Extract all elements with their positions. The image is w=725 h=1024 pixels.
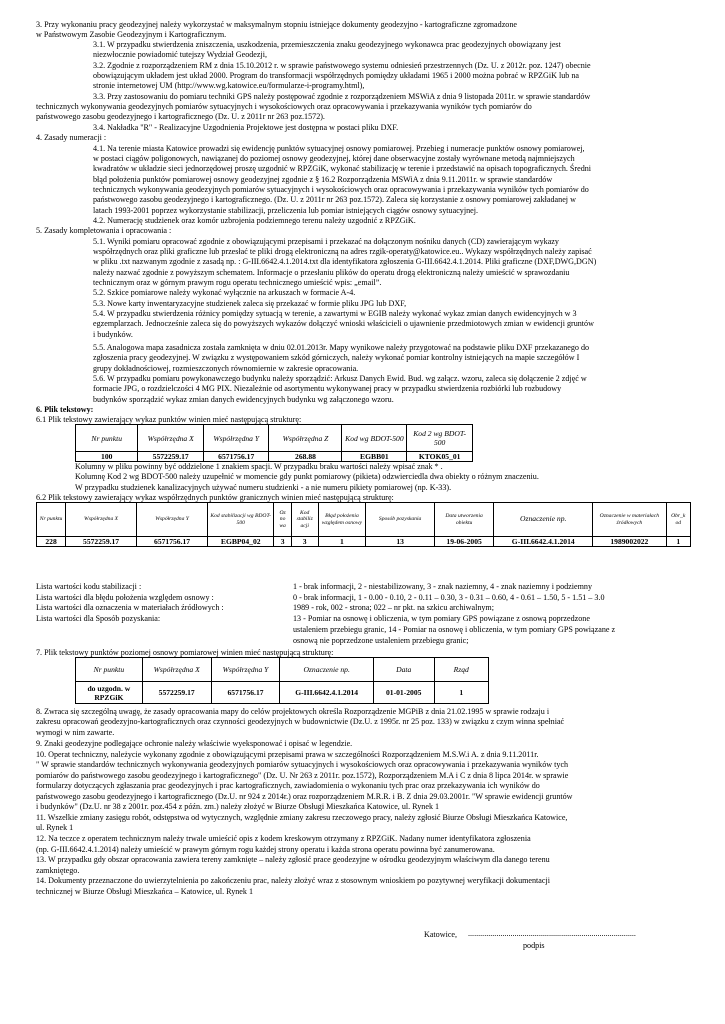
values-method-list-1: 13 - Pomiar na osnowę i obliczenia, w tym pomiary GPS powiązane z osnową poprzedzone bbox=[293, 614, 590, 623]
section-10-line-5: państwowego zasobu geodezyjnego i kartograficznego (Dz.U. nr 924 z 2014r.) oraz rozporządzeniem M.R.R. i B. Z dnia 29.03.2001r. "W sprawie ewidencji gruntów bbox=[36, 792, 573, 801]
section-3-line-1: 3. Przy wykonaniu pracy geodezyjnej należy wykorzystać w maksymalnym stopniu istniejące dokumenty geodezyjno - kartograficzne zgromadzone bbox=[36, 20, 517, 29]
values-source-label: Lista wartości dla oznaczenia w materiałach źródłowych : bbox=[36, 603, 224, 612]
section-9: 9. Znaki geodezyjne podlegające ochronie należy właściwie wyeksponować i opisać w legendzie. bbox=[36, 739, 353, 748]
section-5-3: 5.3. Nowe karty inwentaryzacyjne studzienek zaleca się przekazać w formie pliku JPG lub DXF, bbox=[93, 299, 407, 308]
table-7-row bbox=[76, 682, 489, 704]
section-12-line-2: (np. G-III.6642.4.1.2014) należy umieścić w prawym górnym rogu każdej strony operatu i każda strona operatu powinna być zanumerowana. bbox=[36, 845, 495, 854]
section-6-1-heading: 6.1 Plik tekstowy zawierający wykaz punktów winien mieć następującą strukturę: bbox=[36, 415, 302, 424]
table-7-header-cell: Nr punktu bbox=[76, 658, 143, 682]
section-3-4: 3.4. Nakładka "R" - Realizacyjne Uzgodnienia Projektowe jest dostępna w postaci pliku DXF. bbox=[93, 123, 399, 132]
table-6-1-note-2: Kolumnę Kod 2 wg BDOT-500 należy uzupełnić w momencie gdy punkt pomiarowy (pikieta) odzwierciedla dwa obiekty o różnym znaczeniu. bbox=[75, 472, 539, 481]
section-5-6-line-3: budynków sporządzić wykaz zmian danych ewidencyjnych budynku wg załączonego wzoru. bbox=[93, 395, 394, 404]
section-5-6-line-1: 5.6. W przypadku pomiaru powykonawczego budynku należy sporządzić: Arkusz Danych Ewid. Bud. wg załącz. wzoru, zaleca się dołączenie 2 zdjęć w bbox=[93, 374, 587, 383]
table-6-2-header-cell: Oz no wa bbox=[274, 503, 291, 537]
table-6-2-cell: 19-06-2005 bbox=[434, 537, 493, 547]
table-6-2-cell: 6571756.17 bbox=[137, 537, 208, 547]
section-3-1-line-2: niezwłocznie powiadomić tutejszy Wydział Geodezji, bbox=[93, 50, 267, 59]
section-10-line-6: i budynków" (Dz.U. nr 38 z 2001r. poz.454 z późn. zm.) należy złożyć w Biurze Obsługi Mieszkańca Katowice, ul. Rynek 1 bbox=[36, 802, 440, 811]
section-4-1-line-3: kwadratów w układzie sieci jednorzędowej proszę uzgodnić w RPZGiK, wykonać stabilizację w terenie i przedstawić na opisach topograficznych. Średni bbox=[93, 164, 592, 173]
signature-line: ................................................................................... bbox=[468, 929, 636, 938]
table-6-2-header-cell: Kod stabiliz acji bbox=[291, 503, 318, 537]
table-6-2-header-cell: Oznaczenie np. bbox=[494, 503, 593, 537]
section-5-4-line-3: i budynków. bbox=[93, 330, 133, 339]
values-method-list-3: osnową nie poprzedzone ustaleniem przebiegu granic; bbox=[293, 636, 469, 645]
table-6-1-header-cell: Nr punktu bbox=[76, 425, 138, 452]
table-6-1-header-cell: Kod wg BDOT-500 bbox=[342, 425, 407, 452]
table-6-2-header-row bbox=[37, 503, 691, 537]
table-6-2-cell: 1 bbox=[318, 537, 366, 547]
table-6-2-header-cell: Kod stabilizacji wg BDOT-500 bbox=[208, 503, 274, 537]
table-7 bbox=[75, 657, 489, 704]
table-6-2-cell: 1989002022 bbox=[593, 537, 666, 547]
section-4-1-line-1: 4.1. Na terenie miasta Katowice prowadzi się ewidencję punktów sytuacyjnej osnowy pomiarowej. Przebieg i numeracje punktów osnowy pomiarowej, bbox=[93, 144, 585, 153]
table-7-header-cell: Data bbox=[373, 658, 434, 682]
values-error-label: Lista wartości dla błędu położenia względem osnowy : bbox=[36, 593, 214, 602]
values-stabilization-label: Lista wartości kodu stabilizacji : bbox=[36, 582, 142, 591]
section-4-1-line-4: błąd położenia punktów pomiarowej osnowy geodezyjnej zgodnie z § 16.2 Rozporządzenia MSWiA z dnia 9.11.2011r. w sprawie standardów bbox=[93, 175, 553, 184]
table-7-cell: 6571756.17 bbox=[211, 682, 280, 704]
table-6-1-header-cell: Współrzędna Z bbox=[269, 425, 342, 452]
table-6-2-header-cell: Współrzędna Y bbox=[137, 503, 208, 537]
section-5-1-line-4: należy nazwać zgodnie z powyższym schematem. Informacje o przesłaniu plików do operatu drogą elektroniczną należy umieścić w sprawozdaniu bbox=[93, 268, 570, 277]
table-6-2-cell: G-III.6642.4.1.2014 bbox=[494, 537, 593, 547]
table-7-cell: 01-01-2005 bbox=[373, 682, 434, 704]
section-3-2-line-2: obowiązującym układem jest układ 2000. Program do transformacji współrzędnych pomiędzy układami 1965 i 2000 można pobrać w RPZGiK lub na bbox=[93, 71, 579, 80]
section-4-heading: 4. Zasady numeracji : bbox=[36, 133, 107, 142]
table-6-1-header-cell: Współrzędna Y bbox=[203, 425, 269, 452]
section-14-line-1: 14. Dokumenty przeznaczone do uwierzytelnienia po zakończeniu prac, należy złożyć wraz z stosownym wnioskiem po pozytywnej weryfikacji dokumentacji bbox=[36, 876, 550, 885]
table-6-2-header-cell: Data utworzenia obiektu bbox=[434, 503, 493, 537]
table-6-2-header-cell: Błąd położenia względem osnowy bbox=[318, 503, 366, 537]
section-5-heading: 5. Zasady kompletowania i opracowania : bbox=[36, 226, 172, 235]
section-5-1-line-1: 5.1. Wyniki pomiaru opracować zgodnie z obowiązującymi przepisami i przekazać na dołączonym nośniku danych (CD) zawierającym wykazy bbox=[93, 237, 559, 246]
signature-label: podpis bbox=[523, 941, 545, 950]
section-4-1-line-7: latach 1993-2001 poprzez wykorzystanie stabilizacji, przeliczenia lub pomiar istniejących ciągów osnowy sytuacyjnej. bbox=[93, 206, 478, 215]
section-8-line-3: wymogi w nim zawarte. bbox=[36, 728, 115, 737]
table-7-cell: do uzgodn. w RPZGiK bbox=[76, 682, 143, 704]
section-5-1-line-2: współrzędnych oraz pliki graficzne lub przesłać te pliki drogą elektroniczną na adres rzgik-operaty@katowice.eu.. Wykazy współrzędnych należy zapisać bbox=[93, 247, 592, 256]
section-3-3-line-1: 3.3. Przy zastosowaniu do pomiaru techniki GPS należy postępować zgodnie z rozporządzeniem MSWiA z dnia 9 listopada 2011r. w sprawie standardów bbox=[93, 92, 591, 101]
section-5-4-line-1: 5.4. W przypadku stwierdzenia różnicy pomiędzy sytuacją w terenie, a zawartymi w EGIB należy wykonać wykaz zmian danych ewidencyjnych w 3 bbox=[93, 309, 577, 318]
section-11-line-2: ul. Rynek 1 bbox=[36, 823, 74, 832]
table-7-cell: 1 bbox=[434, 682, 488, 704]
section-14-line-2: technicznej w Biurze Obsługi Mieszkańca – Katowice, ul. Rynek 1 bbox=[36, 887, 254, 896]
table-6-2-header-cell: Obr_k od bbox=[666, 503, 691, 537]
values-error-list: 0 - brak informacji, 1 - 0.00 - 0.10, 2 - 0.11 – 0.30, 3 - 0.31 – 0.60, 4 - 0.61 – 1.50, 5 - 1.51 – 3.0 bbox=[293, 593, 605, 602]
section-8-line-1: 8. Zwraca się szczególną uwagę, że zasady opracowania mapy do celów projektowych określa Rozporządzenie MGPiB z dnia 21.02.1995 w sprawie rodzaju i bbox=[36, 707, 550, 716]
section-5-5-line-1: 5.5. Analogowa mapa zasadnicza została zamknięta w dniu 02.01.2013r. Mapy wynikowe należy przygotować na podstawie pliku DXF przekazanego do bbox=[93, 343, 590, 352]
section-10-line-4: formularzy dotyczących zgłaszania prac geodezyjnych i prac kartograficznych, zawiadomienia o wykonaniu tych prac oraz przekazywania ich wyników do bbox=[36, 781, 540, 790]
section-3-3-line-3: państwowego zasobu geodezyjnego i kartograficznego (Dz. U. z 2011r nr 263 poz.1572). bbox=[36, 112, 325, 121]
section-10-line-2: " W sprawie standardów technicznych wykonywania geodezyjnych pomiarów sytuacyjnych i wysokościowych oraz opracowywania i przekazywania wyników tych bbox=[36, 760, 569, 769]
table-6-1-header-cell: Współrzędna X bbox=[138, 425, 204, 452]
table-6-1-header-cell: Kod 2 wg BDOT-500 bbox=[407, 425, 473, 452]
section-4-1-line-5: technicznych wykonywania geodezyjnych pomiarów sytuacyjnych i wysokościowych oraz opracowywania i przekazywania wyników tych pomiarów do bbox=[93, 185, 589, 194]
table-7-header-cell: Współrzędna Y bbox=[211, 658, 280, 682]
section-4-2: 4.2. Numerację studzienek oraz komór uzbrojenia podziemnego terenu należy uzgodnić z RPZGiK. bbox=[93, 216, 416, 225]
table-7-header-cell: Współrzędna X bbox=[142, 658, 211, 682]
section-3-3-line-2: technicznych wykonywania geodezyjnych pomiarów sytuacyjnych i wysokościowych oraz opracowywania i przekazywania wyników tych pomiarów do bbox=[36, 102, 532, 111]
section-10-line-3: pomiarów do państwowego zasobu geodezyjnego i kartograficznego" (Dz. U. Nr 263 z 2011r. poz.1572), Rozporządzeniem M.A i C z dnia 8 lipca 2014r. w sprawie bbox=[36, 771, 569, 780]
section-10-line-1: 10. Operat techniczny, należycie wykonany zgodnie z obowiązującymi przepisami prawa w szczególności Rozporządzeniem M.S.W.i A. z dnia 9.11.2011r. bbox=[36, 750, 539, 759]
table-6-2-row bbox=[37, 537, 691, 547]
table-6-2-header-cell: Współrzędna X bbox=[66, 503, 137, 537]
section-4-1-line-6: państwowego zasobu geodezyjnego i kartograficznego. (Dz. U. z 2011r nr 263 poz.1572). Zaleca się korzystanie z osnowy pomiarowej zakładanej w bbox=[93, 195, 576, 204]
section-12-line-1: 12. Na teczce z operatem technicznym należy trwale umieścić opis z kodem kreskowym otrzymany z RPZGiK. Nadany numer identyfikatora zgłoszenia bbox=[36, 834, 531, 843]
section-13-line-1: 13. W przypadku gdy obszar opracowania zawiera tereny zamknięte – należy zgłosić prace geodezyjne w ośrodku geodezyjnym właściwym dla danego terenu bbox=[36, 855, 550, 864]
table-6-1-cell: 100 bbox=[76, 452, 138, 462]
section-7-heading: 7. Plik tekstowy punktów poziomej osnowy pomiarowej winien mieć następującą strukturę: bbox=[36, 648, 334, 657]
section-3-line-2: w Państwowym Zasobie Geodezyjnym i Kartograficznym. bbox=[36, 30, 227, 39]
table-6-1-cell: EGBB01 bbox=[342, 452, 407, 462]
table-6-2 bbox=[36, 502, 691, 547]
section-5-5-line-2: zgłoszenia pracy geodezyjnej. W związku z występowaniem szkód górniczych, należy wykonać pomiar kontrolny istniejących na mapie szczegółów I bbox=[93, 353, 580, 362]
table-6-2-cell: 228 bbox=[37, 537, 66, 547]
table-7-cell: 5572259.17 bbox=[142, 682, 211, 704]
section-8-line-2: zakresu opracowań geodezyjno-kartograficznych oraz czynności geodezyjnych w budownictwie (Dz.U. z 1995r. nr 25 poz. 133) w związku z czym winna spełniać bbox=[36, 717, 565, 726]
table-7-header-cell: Rząd bbox=[434, 658, 488, 682]
section-5-1-line-3: w pliku .txt nazwanym zgodnie z zasadą np. : G-III.6642.4.1.2014.txt dla identyfikatora zgłoszenia G-III.6642.4.1.2014. Pliki graficzne (DXF,DWG,DGN) bbox=[93, 257, 597, 266]
table-7-header-cell: Oznaczenie np. bbox=[280, 658, 373, 682]
values-source-list: 1989 - rok, 002 - strona; 022 – nr pkt. na szkicu archiwalnym; bbox=[293, 603, 494, 612]
table-6-1-cell: 6571756.17 bbox=[203, 452, 269, 462]
table-6-2-header-cell: Oznaczenie w materiałach źródłowych bbox=[593, 503, 666, 537]
values-method-list-2: ustaleniem przebiegu granic, 14 - Pomiar na osnowę i obliczenia, w tym pomiary GPS powiązane z bbox=[293, 625, 616, 634]
section-13-line-2: zamkniętego. bbox=[36, 866, 80, 875]
table-6-2-header-cell: Sposób pozyskania bbox=[366, 503, 435, 537]
section-5-4-line-2: egzemplarzach. Jednocześnie zaleca się do powyższych wykazów dołączyć wnioski właścicieli o ujawnienie przedmiotowych zmian w ewidencji gruntów bbox=[93, 319, 594, 328]
table-6-2-header-cell: Nr punktu bbox=[37, 503, 66, 537]
table-6-2-cell: 1 bbox=[666, 537, 691, 547]
section-5-2: 5.2. Szkice pomiarowe należy wykonać wyłącznie na arkuszach w formacie A-4. bbox=[93, 288, 356, 297]
table-6-2-cell: 13 bbox=[366, 537, 435, 547]
section-5-6-line-2: formacie JPG, o rozdzielczości 4 MG PIX. Niezależnie od asortymentu wykonywanej pracy w przypadku stwierdzenia rozbiórki lub rozbudowy bbox=[93, 384, 562, 393]
section-6-2-heading: 6.2 Plik tekstowy zawierający wykaz współrzędnych punktów granicznych winien mieć następującą strukturę: bbox=[36, 493, 394, 502]
table-6-1-note-3: W przypadku studzienek kanalizacyjnych używać numeru studzienki - a nie numeru pikiety pomiarowej (np. K-33). bbox=[75, 483, 452, 492]
table-6-1-header-row bbox=[76, 425, 473, 452]
section-4-1-line-2: w postaci ciągów poligonowych, nawiązanej do poziomej osnowy geodezyjnej, której dane obserwacyjne zostały wyrównane metodą najmniejszych bbox=[93, 154, 575, 163]
table-6-2-cell: 3 bbox=[291, 537, 318, 547]
signature-place: Katowice, bbox=[424, 930, 458, 939]
table-6-1-cell: KTOK05_01 bbox=[407, 452, 473, 462]
table-6-1 bbox=[75, 424, 473, 462]
section-3-2-line-1: 3.2. Zgodnie z rozporządzeniem RM z dnia 15.10.2012 r. w sprawie państwowego systemu odniesień przestrzennych (Dz. U. z 2012r. poz. 1247) obecnie bbox=[93, 61, 591, 70]
section-3-2-line-3: stronie internetowej UM (http://www.wg.katowice.eu/formularze-i-programy.html), bbox=[93, 81, 365, 90]
section-3-1-line-1: 3.1. W przypadku stwierdzenia zniszczenia, uszkodzenia, przemieszczenia znaku geodezyjnego wykonawca prac geodezyjnych obowiązany jest bbox=[93, 40, 561, 49]
section-6-heading: 6. Plik tekstowy: bbox=[36, 405, 94, 414]
table-6-1-row bbox=[76, 452, 473, 462]
table-6-1-cell: 5572259.17 bbox=[138, 452, 204, 462]
table-7-header-row bbox=[76, 658, 489, 682]
section-5-5-line-3: grupy dokładnościowej, rozmieszczonych równomiernie w zakresie opracowania. bbox=[93, 364, 359, 373]
table-6-2-cell: 5572259.17 bbox=[66, 537, 137, 547]
section-5-1-line-5: technicznym oraz w górnym prawym rogu operatu technicznego umieścić wpis: „email”. bbox=[93, 278, 382, 287]
table-6-2-cell: EGBP04_02 bbox=[208, 537, 274, 547]
table-6-1-cell: 268.88 bbox=[269, 452, 342, 462]
table-6-2-cell: 3 bbox=[274, 537, 291, 547]
values-stabilization-list: 1 - brak informacji, 2 - niestabilizowany, 3 - znak naziemny, 4 - znak naziemny i podziemny bbox=[293, 582, 592, 591]
values-method-label: Lista wartości dla Sposób pozyskania: bbox=[36, 614, 161, 623]
section-11-line-1: 11. Wszelkie zmiany zasięgu robót, odstępstwa od wytycznych, względnie zmiany zakresu rzeczowego pracy, należy zgłosić Biurze Obsługi Mieszkańca Katowice, bbox=[36, 813, 568, 822]
table-7-cell: G-III.6642.4.1.2014 bbox=[280, 682, 373, 704]
table-6-1-note-1: Kolumny w pliku powinny być oddzielone 1 znakiem spacji. W przypadku braku wartości należy wpisać znak * . bbox=[75, 462, 443, 471]
